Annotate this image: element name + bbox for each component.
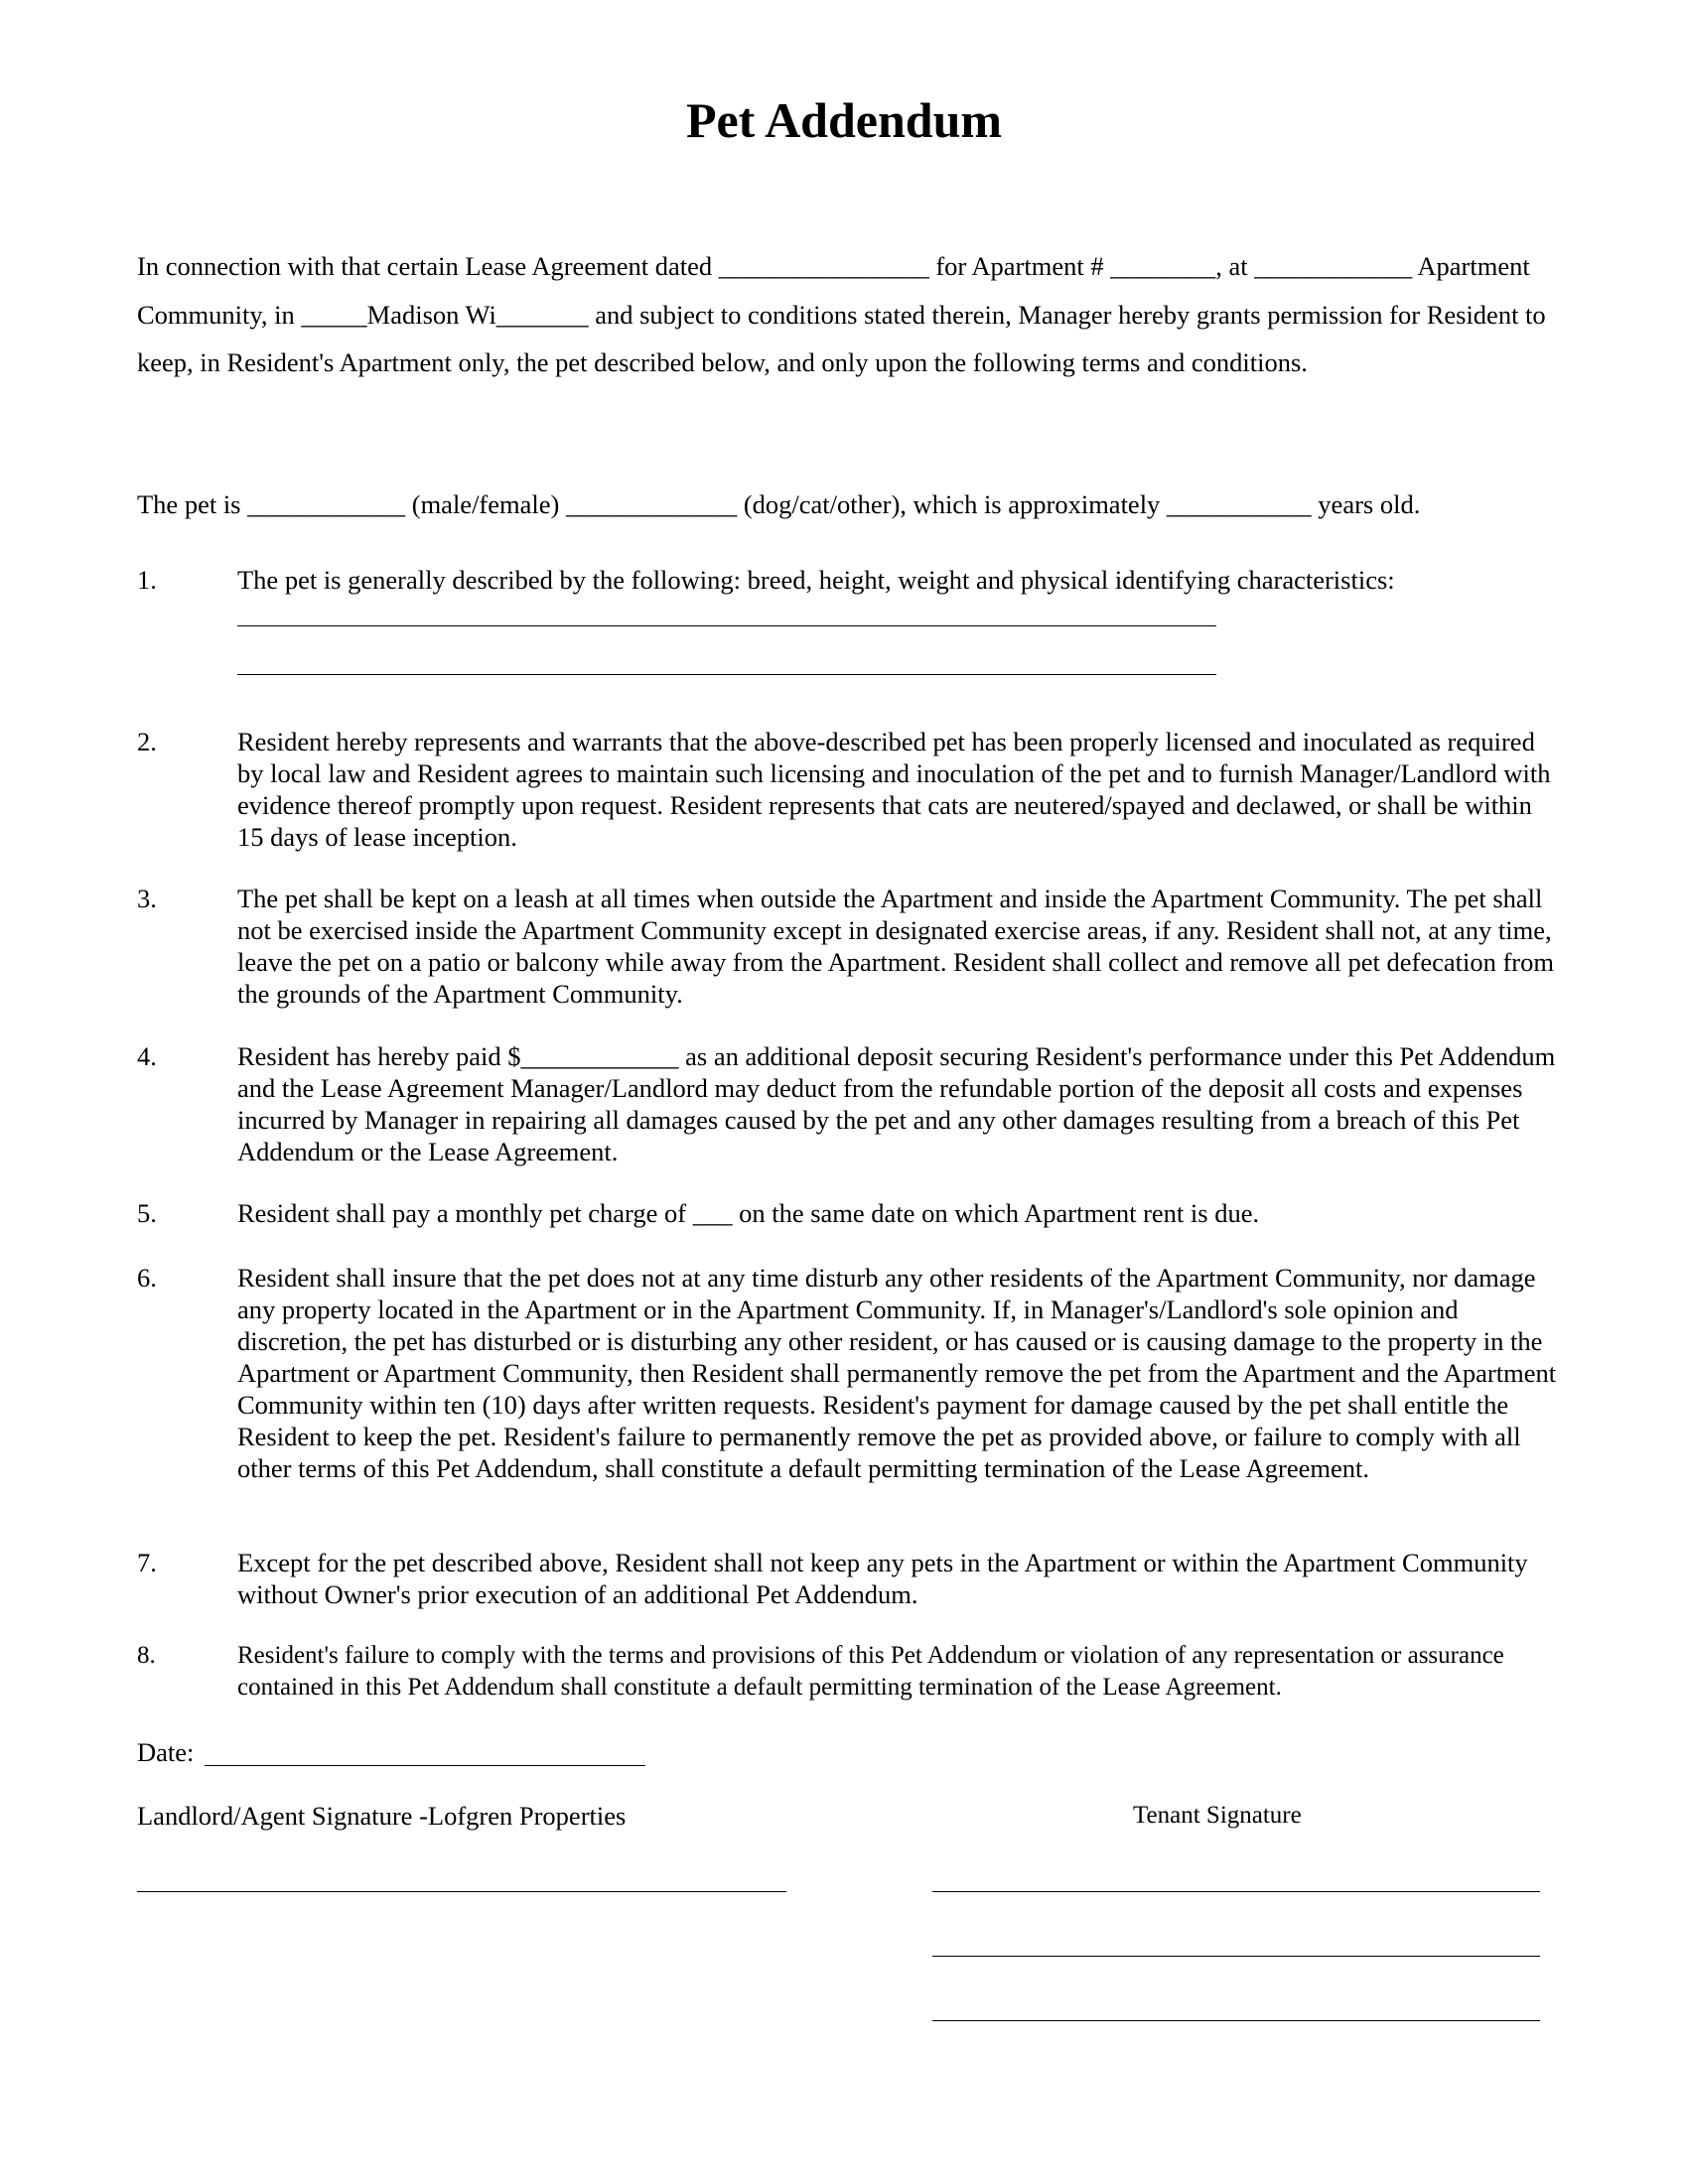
clause-8 [137, 1640, 1557, 1704]
clause-text: Resident's failure to comply with the terms and provisions of this Pet Addendum or violation of any representation or assurance contained in this Pet Addendum shall constitute a default permitting termination of the Lease Agreement. [237, 1642, 1504, 1701]
clause-number: 4. [137, 1041, 157, 1071]
clause-number: 8. [137, 1642, 156, 1669]
clause-text: Resident has hereby paid $____________ as an additional deposit securing Resident's performance under this Pet Addendum and the Lease Agreement Manager/Landlord may deduct from the refundable portion of the deposit all costs and expenses incurred by Manager in repairing all damages caused by the pet and any other damages resulting from a breach of this Pet Addendum or the Lease Agreement. [237, 1041, 1556, 1166]
clause-text: The pet is generally described by the following: breed, height, weight and physical identifying characteristics: [237, 565, 1395, 595]
clause-text: Resident shall pay a monthly pet charge of ___ on the same date on which Apartment rent is due. [237, 1198, 1260, 1228]
clause-number: 7. [137, 1548, 157, 1577]
clause-text: Except for the pet described above, Resident shall not keep any pets in the Apartment or within the Apartment Community without Owner's prior execution of an additional Pet Addendum. [237, 1548, 1528, 1609]
characteristics-blank-line-2[interactable] [237, 674, 1216, 675]
landlord-signature-line[interactable] [137, 1891, 786, 1892]
date-blank-line[interactable] [205, 1765, 645, 1766]
clause-text: Resident hereby represents and warrants that the above-described pet has been properly licensed and inoculated as required by local law and Resident agrees to maintain such licensing and inoculation of the pet and to furnish Manager/Landlord with evidence thereof promptly upon request. Resident represents that cats are neutered/spayed and declawed, or shall be within 15 days of lease inception. [237, 727, 1551, 852]
tenant-signature-line-3[interactable] [932, 2020, 1540, 2021]
tenant-signature-label: Tenant Signature [1133, 1802, 1302, 1829]
intro-paragraph: In connection with that certain Lease Agreement dated ________________ for Apartment # ________, at ____________ Apartment Community, in _____Madison Wi_______ and subject to conditions stated therein, Manager hereby grants permission for Resident to keep, in Resident's Apartment only, the pet described below, and only upon the following terms and conditions. [137, 251, 1546, 377]
clause-6 [137, 1262, 1557, 1484]
landlord-signature-label: Landlord/Agent Signature -Lofgren Properties [137, 1801, 627, 1831]
clause-4 [137, 1040, 1557, 1167]
clause-5 [137, 1197, 1557, 1229]
characteristics-blank-line-1[interactable] [237, 625, 1216, 626]
date-label: Date: [137, 1737, 195, 1767]
clause-number: 5. [137, 1198, 157, 1228]
clause-2 [137, 726, 1557, 853]
clause-text: The pet shall be kept on a leash at all times when outside the Apartment and inside the Apartment Community. The pet shall not be exercised inside the Apartment Community except in designated exercise areas, if any. Resident shall not, at any time, leave the pet on a patio or balcony while away from the Apartment. Resident shall collect and remove all pet defecation from the grounds of the Apartment Community. [237, 884, 1554, 1009]
clause-1 [137, 564, 1557, 675]
clause-text: Resident shall insure that the pet does not at any time disturb any other residents of the Apartment Community, nor damage any property located in the Apartment or in the Apartment Community. If, in Manager's/Landlord's sole opinion and discretion, the pet has disturbed or is disturbing any other resident, or has caused or is causing damage to the property in the Apartment or Apartment Community, then Resident shall permanently remove the pet from the Apartment and the Apartment Community within ten (10) days after written requests. Resident's payment for damage caused by the pet shall entitle the Resident to keep the pet. Resident's failure to permanently remove the pet as provided above, or failure to comply with all other terms of this Pet Addendum, shall constitute a default permitting termination of the Lease Agreement. [237, 1263, 1557, 1483]
clause-7 [137, 1547, 1557, 1610]
tenant-signature-line-1[interactable] [932, 1891, 1540, 1892]
pet-description-line: The pet is ____________ (male/female) _____________ (dog/cat/other), which is approximately ___________ years old. [137, 489, 1421, 519]
document-title: Pet Addendum [685, 92, 1003, 148]
clause-number: 3. [137, 884, 157, 913]
tenant-signature-line-2[interactable] [932, 1956, 1540, 1957]
clause-number: 2. [137, 727, 157, 756]
clause-number: 1. [137, 565, 157, 595]
clause-number: 6. [137, 1263, 157, 1293]
clause-3 [137, 883, 1557, 1010]
